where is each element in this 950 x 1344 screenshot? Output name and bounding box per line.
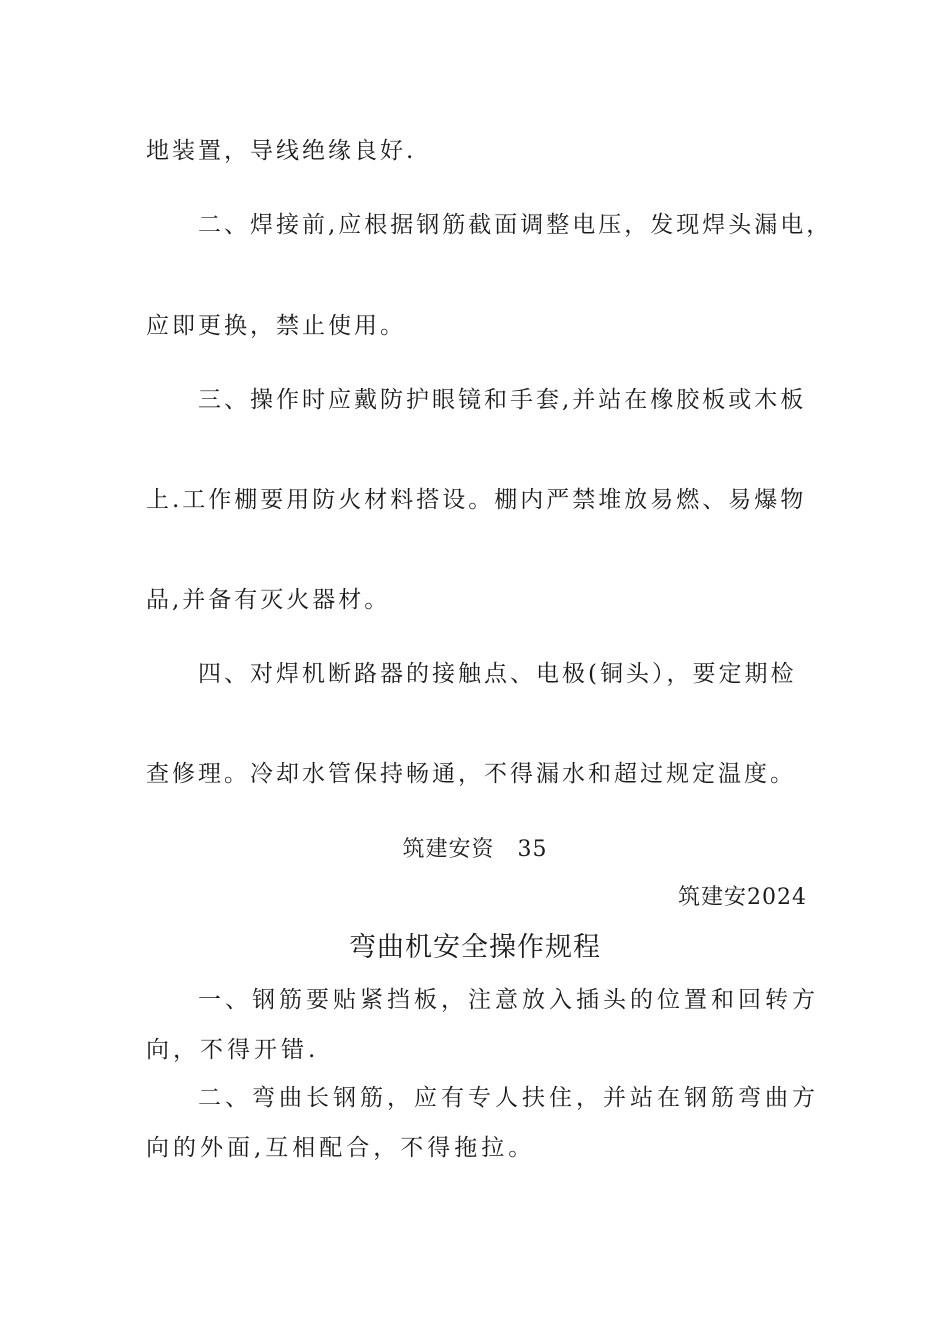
paragraph-line: 向的外面,互相配合，不得拖拉。 [146, 1135, 536, 1161]
paragraph-line: 二、弯曲长钢筋，应有专人扶住，并站在钢筋弯曲方 [198, 1085, 819, 1111]
paragraph-line: 一、钢筋要贴紧挡板，注意放入插头的位置和回转方 [198, 987, 819, 1013]
paragraph-line: 二、焊接前,应根据钢筋截面调整电压，发现焊头漏电， [198, 212, 833, 238]
paragraph-line: 三、操作时应戴防护眼镜和手套,并站在橡胶板或木板 [198, 387, 807, 413]
paragraph-line: 上.工作棚要用防火材料搭设。棚内严禁堆放易燃、易爆物 [146, 487, 807, 513]
paragraph-line: 向，不得开错. [146, 1037, 320, 1063]
paragraph-line: 地装置，导线绝缘良好. [146, 138, 417, 164]
footer-label: 筑建安资 35 [402, 837, 548, 862]
paragraph-line: 查修理。冷却水管保持畅通，不得漏水和超过规定温度。 [146, 761, 796, 787]
footer-year: 筑建安2024 [678, 885, 807, 910]
section-title: 弯曲机安全操作规程 [349, 932, 601, 963]
paragraph-line: 四、对焊机断路器的接触点、电极(铜头），要定期检 [198, 661, 797, 687]
paragraph-line: 应即更换，禁止使用。 [146, 313, 406, 339]
paragraph-line: 品,并备有灭火器材。 [146, 587, 391, 613]
